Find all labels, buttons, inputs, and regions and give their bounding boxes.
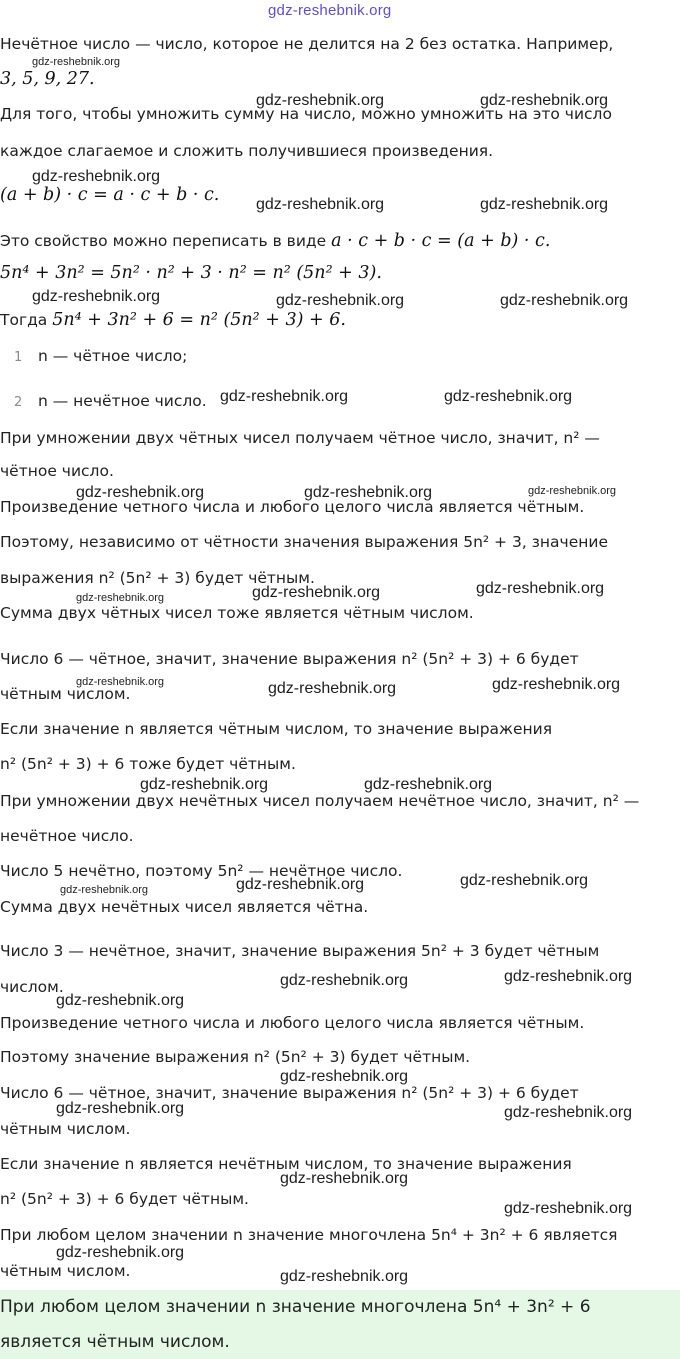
property-rewrite-formula: a · c + b · c = (a + b) · c.: [331, 231, 551, 251]
six-even-line-2: чётным числом.: [0, 685, 131, 703]
distributive-formula: (a + b) · c = a · c + b · c.: [0, 185, 220, 205]
watermark: gdz-reshebnik.org: [32, 168, 161, 185]
watermark: gdz-reshebnik.org: [460, 872, 589, 889]
watermark: gdz-reshebnik.org: [480, 92, 609, 109]
case-number: 2: [14, 395, 23, 410]
full-expression-formula: 5n⁴ + 3n² + 6 = n² (5n² + 3) + 6.: [52, 310, 346, 330]
final-conclusion-line-2: чётным числом.: [0, 1262, 131, 1280]
odd-case-conclusion-2: n² (5n² + 3) + 6 будет чётным.: [0, 1190, 249, 1208]
watermark: gdz-reshebnik.org: [76, 676, 165, 688]
watermark: gdz-reshebnik.org: [364, 776, 493, 793]
product-even-rule-2: Произведение четного числа и любого целого числа является чётным.: [0, 1014, 585, 1032]
property-rewrite-text: Это свойство можно переписать в виде: [0, 232, 332, 250]
answer-box: [0, 1290, 680, 1359]
watermark: gdz-reshebnik.org: [280, 972, 409, 989]
factorization-formula: 5n⁴ + 3n² = 5n² · n² + 3 · n² = n² (5n² + 3).: [0, 263, 382, 283]
full-expression: [0, 309, 346, 331]
odd-case-product-even: Поэтому значение выражения n² (5n² + 3) будет чётным.: [0, 1048, 471, 1066]
odd-case-conclusion-1: Если значение n является нечётным числом, то значение выражения: [0, 1155, 572, 1173]
independent-parity-line-2: выражения n² (5n² + 3) будет чётным.: [0, 569, 315, 587]
watermark: gdz-reshebnik.org: [236, 876, 365, 893]
watermark: gdz-reshebnik.org: [276, 292, 405, 309]
watermark: gdz-reshebnik.org: [504, 1104, 633, 1121]
watermark: gdz-reshebnik.org: [220, 388, 349, 405]
six-even-line-1: Число 6 — чётное, значит, значение выражения n² (5n² + 3) + 6 будет: [0, 650, 579, 668]
odd-product-line-1: При умножении двух нечётных чисел получаем нечётное число, значит, n² —: [0, 792, 640, 810]
distributive-rule-line-2: каждое слагаемое и сложить получившиеся произведения.: [0, 142, 494, 160]
three-odd-line-1: Число 3 — нечётное, значит, значение выражения 5n² + 3 будет чётным: [0, 942, 600, 960]
watermark: gdz-reshebnik.org: [500, 292, 629, 309]
watermark: gdz-reshebnik.org: [480, 196, 609, 213]
six-even-line-4: чётным числом.: [0, 1120, 131, 1138]
watermark: gdz-reshebnik.org: [504, 968, 633, 985]
even-case-conclusion-2: n² (5n² + 3) + 6 тоже будет чётным.: [0, 755, 296, 773]
watermark: gdz-reshebnik.org: [280, 1268, 409, 1285]
case-text: n — чётное число;: [38, 347, 188, 365]
watermark: gdz-reshebnik.org: [76, 484, 205, 501]
odd-number-definition: Нечётное число — число, которое не делится на 2 без остатка. Например,: [0, 35, 614, 53]
watermark: gdz-reshebnik.org: [280, 1170, 409, 1187]
property-rewrite: [0, 230, 550, 252]
full-expression-text: Тогда: [0, 311, 53, 329]
answer-line-1: При любом целом значении n значение многочлена 5n⁴ + 3n² + 6: [0, 1297, 591, 1317]
even-sum-rule: Сумма двух чётных чисел тоже является чётным числом.: [0, 604, 474, 622]
watermark: gdz-reshebnik.org: [56, 1244, 185, 1261]
distributive-rule-line-1: Для того, чтобы умножить сумму на число, можно умножить на это число: [0, 105, 612, 123]
final-conclusion-line-1: При любом целом значении n значение многочлена 5n⁴ + 3n² + 6 является: [0, 1226, 618, 1244]
six-even-line-3: Число 6 — чётное, значит, значение выражения n² (5n² + 3) + 6 будет: [0, 1084, 579, 1102]
watermark: gdz-reshebnik.org: [76, 592, 165, 604]
watermark: gdz-reshebnik.org: [32, 288, 161, 305]
watermark: gdz-reshebnik.org: [268, 680, 397, 697]
watermark: gdz-reshebnik.org: [56, 1100, 185, 1117]
five-odd-statement: Число 5 нечётно, поэтому 5n² — нечётное число.: [0, 862, 403, 880]
odd-number-examples: 3, 5, 9, 27.: [0, 69, 95, 89]
watermark: gdz-reshebnik.org: [504, 1200, 633, 1217]
odd-sum-rule: Сумма двух нечётных чисел является чётна.: [0, 898, 369, 916]
watermark: gdz-reshebnik.org: [252, 584, 381, 601]
header-watermark: gdz-reshebnik.org: [268, 2, 392, 19]
answer-line-2: является чётным числом.: [0, 1332, 230, 1352]
odd-product-line-2: нечётное число.: [0, 827, 134, 845]
independent-parity-line-1: Поэтому, независимо от чётности значения выражения 5n² + 3, значение: [0, 533, 608, 551]
case-item: [0, 345, 187, 369]
watermark: gdz-reshebnik.org: [304, 484, 433, 501]
watermark: gdz-reshebnik.org: [140, 776, 269, 793]
case-text: n — нечётное число.: [38, 392, 207, 410]
case-number: 1: [14, 350, 23, 365]
watermark: gdz-reshebnik.org: [476, 580, 605, 597]
watermark: gdz-reshebnik.org: [492, 676, 621, 693]
even-product-line-1: При умножении двух чётных чисел получаем чётное число, значит, n² —: [0, 429, 600, 447]
watermark: gdz-reshebnik.org: [280, 1068, 409, 1085]
watermark: gdz-reshebnik.org: [444, 388, 573, 405]
watermark: gdz-reshebnik.org: [56, 992, 185, 1009]
watermark: gdz-reshebnik.org: [256, 92, 385, 109]
watermark: gdz-reshebnik.org: [60, 884, 149, 896]
three-odd-line-2: числом.: [0, 978, 64, 996]
even-case-conclusion-1: Если значение n является чётным числом, то значение выражения: [0, 720, 553, 738]
even-product-line-2: чётное число.: [0, 462, 114, 480]
product-even-rule: Произведение четного числа и любого целого числа является чётным.: [0, 498, 585, 516]
watermark: gdz-reshebnik.org: [32, 56, 121, 68]
watermark: gdz-reshebnik.org: [528, 485, 617, 497]
case-item: [0, 390, 207, 414]
watermark: gdz-reshebnik.org: [256, 196, 385, 213]
